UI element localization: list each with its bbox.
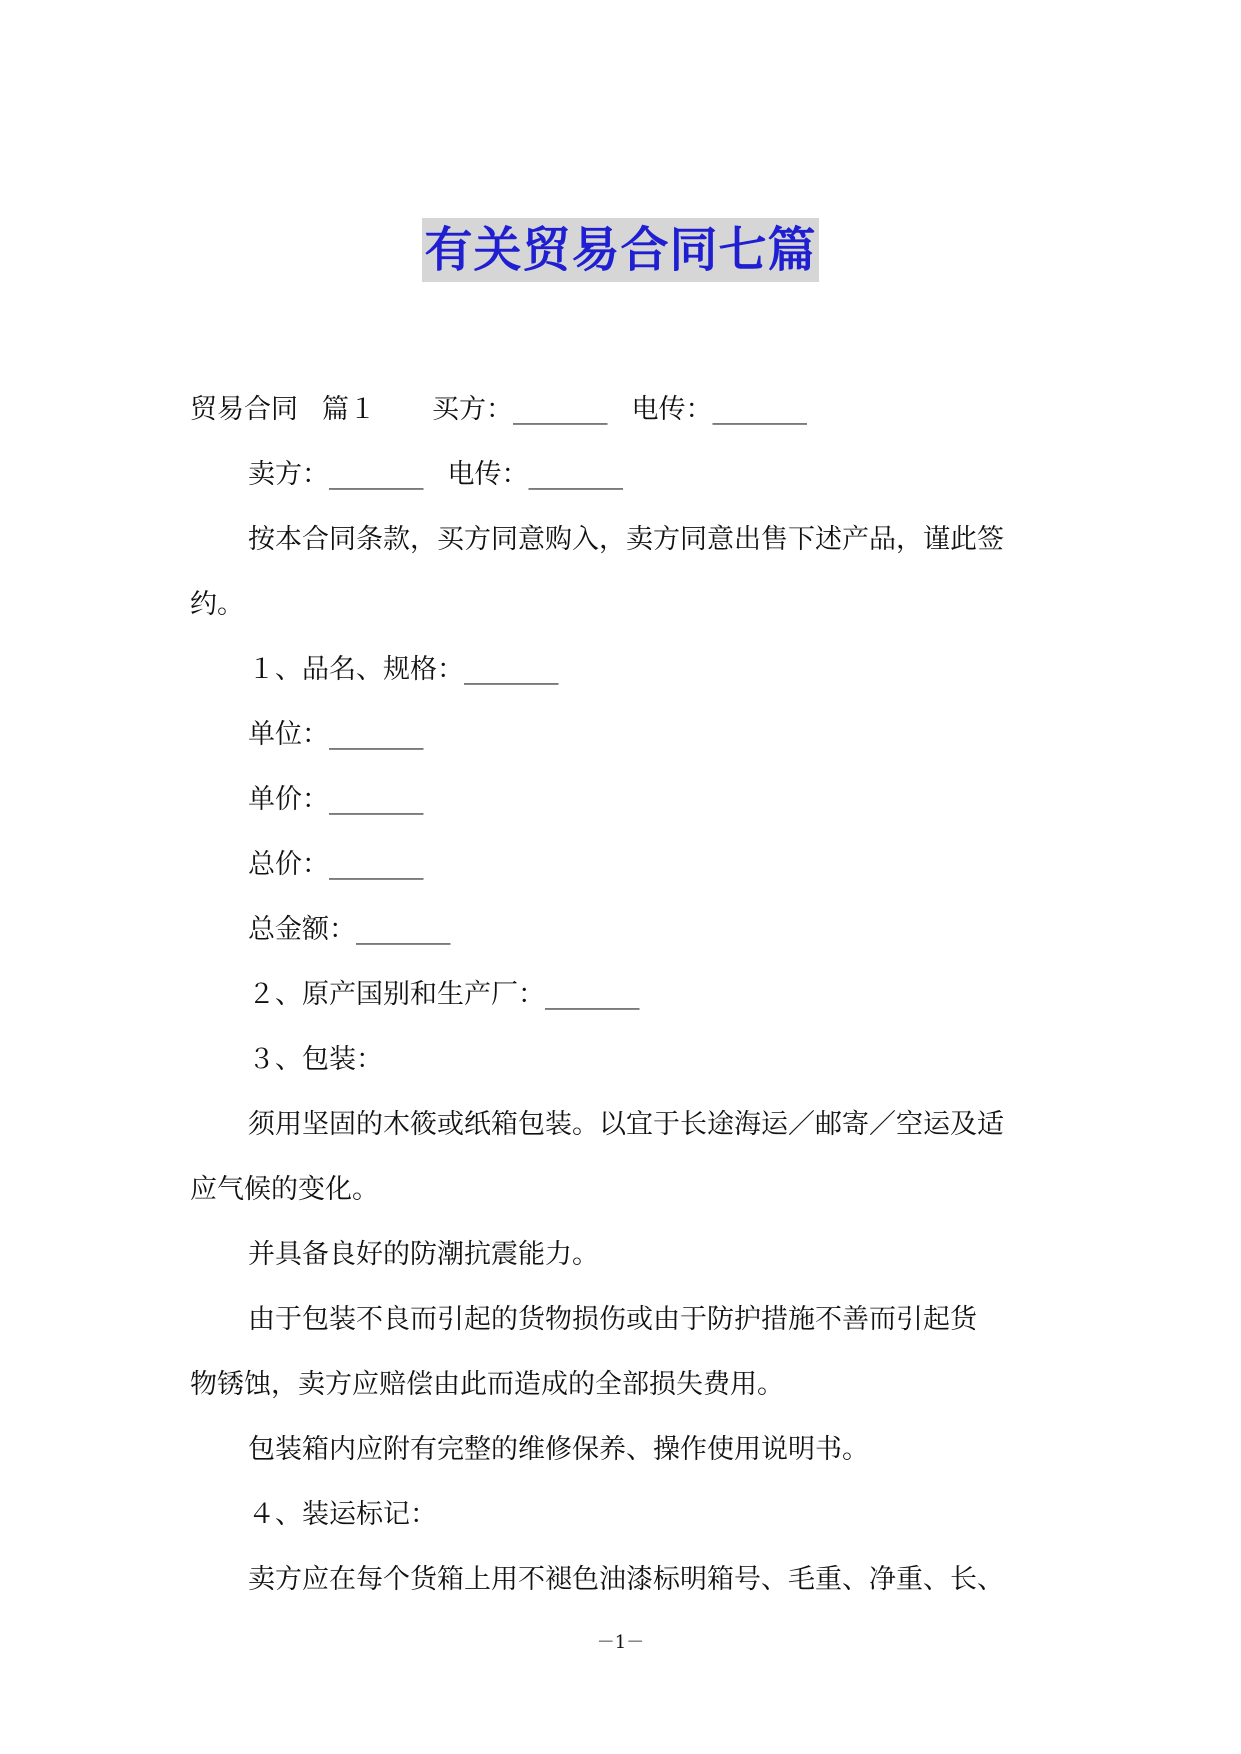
seller-line bbox=[190, 455, 1060, 520]
paragraph-line: 由于包装不良而引起的货物损伤或由于防护措施不善而引起货 bbox=[248, 1304, 977, 1335]
item-name-spec: １、品名、规格：_______ bbox=[248, 654, 559, 685]
packing-heading: ３、包装： bbox=[248, 1044, 383, 1075]
seller-field: 卖方：_______ bbox=[248, 459, 424, 490]
document-title: 有关贸易合同七篇 bbox=[422, 218, 818, 282]
origin-field: ２、原产国别和生产厂：_______ bbox=[248, 979, 640, 1010]
buyer-telex-field: 电传：_______ bbox=[631, 394, 807, 425]
contract-label: 贸易合同 bbox=[190, 394, 298, 425]
paragraph-line: 约。 bbox=[190, 589, 244, 620]
paragraph-line: 包装箱内应附有完整的维修保养、操作使用说明书。 bbox=[248, 1434, 869, 1465]
page-number: －1－ bbox=[596, 1632, 645, 1653]
paragraph-line: 按本合同条款，买方同意购入，卖方同意出售下述产品，谨此签 bbox=[248, 524, 1004, 555]
document-body bbox=[190, 390, 1060, 1625]
buyer-field: 买方：_______ bbox=[432, 394, 608, 425]
paragraph-line: 物锈蚀，卖方应赔偿由此而造成的全部损失费用。 bbox=[190, 1369, 784, 1400]
title-wrap bbox=[0, 218, 1241, 282]
shipping-mark-heading: ４、装运标记： bbox=[248, 1499, 437, 1530]
unit-field: 单位：_______ bbox=[248, 719, 424, 750]
section-label: 篇１ bbox=[322, 394, 376, 425]
total-price-field: 总价：_______ bbox=[248, 849, 424, 880]
paragraph-line: 应气候的变化。 bbox=[190, 1174, 379, 1205]
paragraph-line: 并具备良好的防潮抗震能力。 bbox=[248, 1239, 599, 1270]
paragraph-line: 须用坚固的木筱或纸箱包装。以宜于长途海运／邮寄／空运及适 bbox=[248, 1109, 1004, 1140]
unit-price-field: 单价：_______ bbox=[248, 784, 424, 815]
seller-telex-field: 电传：_______ bbox=[447, 459, 623, 490]
paragraph-line: 卖方应在每个货箱上用不褪色油漆标明箱号、毛重、净重、长、 bbox=[248, 1564, 1004, 1595]
contract-header-line bbox=[190, 390, 1060, 455]
total-amount-field: 总金额：_______ bbox=[248, 914, 451, 945]
